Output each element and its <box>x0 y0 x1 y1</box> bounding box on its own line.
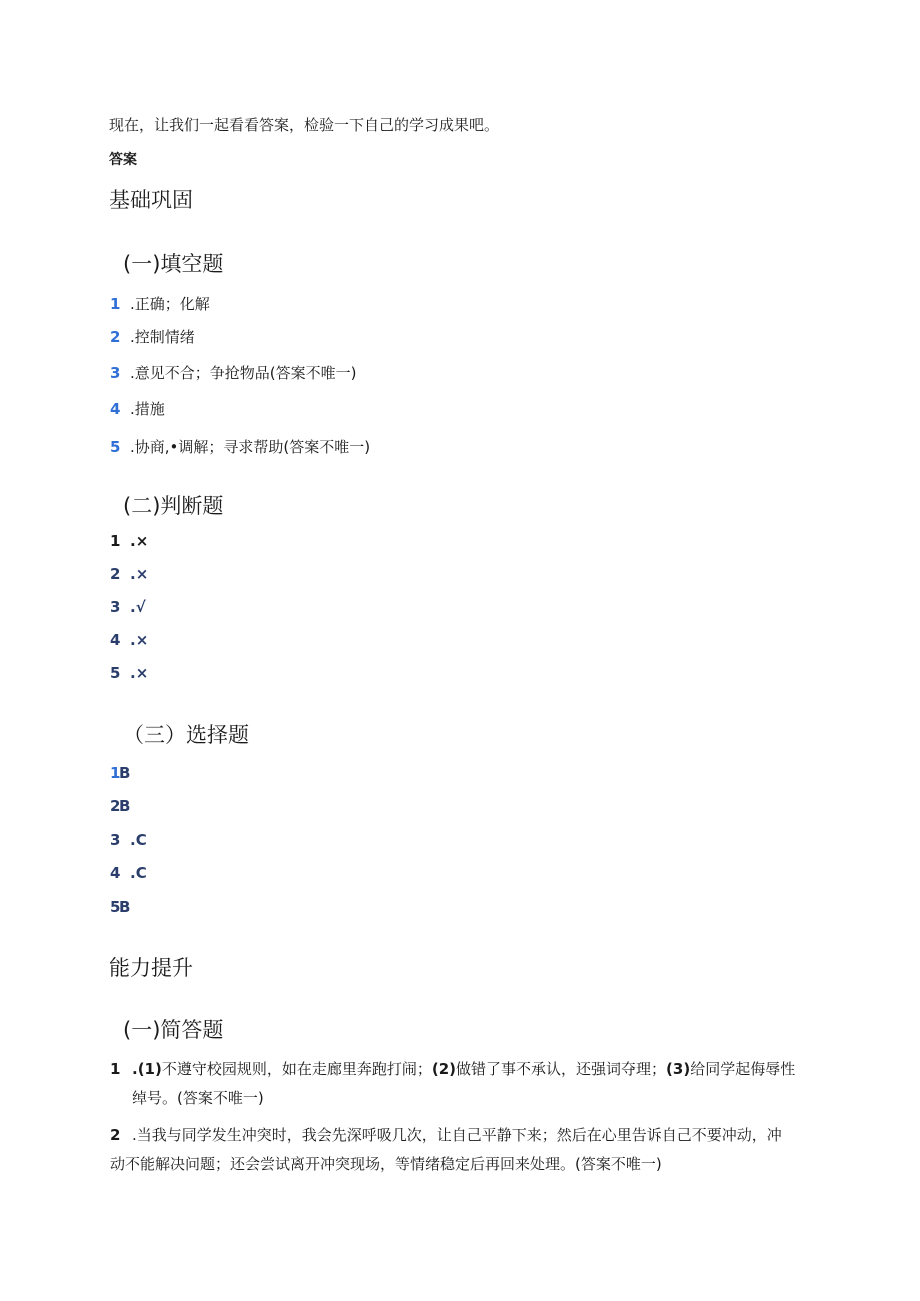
choice-item <box>110 797 130 815</box>
short-answer-title: (一)简答题 <box>123 1018 224 1042</box>
intro-text: 现在，让我们一起看看答案，检验一下自己的学习成果吧。 <box>109 116 500 134</box>
choice-answer: B <box>119 797 131 815</box>
judge-item <box>110 565 148 583</box>
judge-answer: .× <box>130 565 149 583</box>
item-number: 1 <box>110 1060 121 1078</box>
answer-part-marker: (3) <box>666 1060 691 1078</box>
choice-answer: .C <box>130 864 147 882</box>
section-basic-title: 基础巩固 <box>109 188 193 212</box>
short-answer-item <box>110 1055 810 1113</box>
fill-item <box>110 293 210 314</box>
answer-part-text: 做错了事不承认，还强词夺理； <box>456 1060 667 1078</box>
answer-part-marker: (2) <box>431 1060 457 1078</box>
judge-answer: .× <box>130 532 149 550</box>
judge-answer: .√ <box>130 598 146 616</box>
item-number: 2 <box>110 565 121 583</box>
item-number: 4 <box>110 864 121 882</box>
multiple-choice-title: （三）选择题 <box>123 723 249 747</box>
fill-item <box>110 362 356 383</box>
fill-item <box>110 326 195 347</box>
choice-answer: B <box>119 898 131 916</box>
item-number: 3 <box>110 364 121 382</box>
fill-answer: .意见不合；争抢物品(答案不唯一) <box>130 364 357 382</box>
short-answer-line <box>110 1055 810 1084</box>
answer-part-marker: .(1) <box>132 1060 162 1078</box>
item-number: 3 <box>110 598 121 616</box>
item-number: 5 <box>110 898 121 916</box>
item-number: 1 <box>110 532 121 550</box>
item-number: 3 <box>110 831 121 849</box>
item-number: 5 <box>110 664 121 682</box>
judge-item <box>110 631 148 649</box>
item-number: 2 <box>110 1126 121 1144</box>
item-number: 1 <box>110 764 121 782</box>
fill-answer: .措施 <box>130 400 165 418</box>
item-number: 1 <box>110 295 121 313</box>
answer-title: 答案 <box>109 152 137 168</box>
short-answer-line <box>110 1121 810 1150</box>
fill-answer: .协商,•调解；寻求帮助(答案不唯一) <box>130 438 371 456</box>
fill-item <box>110 436 370 457</box>
answer-part-text: 给同学起侮辱性 <box>690 1060 796 1078</box>
fill-item <box>110 398 165 419</box>
short-answer-line: 绰号。(答案不唯一) <box>132 1089 264 1107</box>
fill-blank-title: (一)填空题 <box>123 252 224 276</box>
judge-item <box>110 532 148 550</box>
judge-item <box>110 598 146 616</box>
item-number: 4 <box>110 631 121 649</box>
choice-answer: B <box>119 764 131 782</box>
choice-item <box>110 864 147 882</box>
judge-answer: .× <box>130 631 149 649</box>
judge-answer: .× <box>130 664 149 682</box>
item-number: 5 <box>110 438 121 456</box>
short-answer-line: 动不能解决问题；还会尝试离开冲突现场，等情绪稳定后再回来处理。(答案不唯一) <box>110 1155 662 1173</box>
item-number: 4 <box>110 400 121 418</box>
choice-item <box>110 898 130 916</box>
item-number: 2 <box>110 797 121 815</box>
fill-answer: .控制情绪 <box>130 328 195 346</box>
choice-item <box>110 764 130 782</box>
item-number: 2 <box>110 328 121 346</box>
choice-answer: .C <box>130 831 147 849</box>
section-advanced-title: 能力提升 <box>109 956 193 980</box>
choice-item <box>110 831 147 849</box>
short-answer-item <box>110 1121 810 1179</box>
true-false-title: (二)判断题 <box>123 494 224 518</box>
fill-answer: .正确；化解 <box>130 295 210 313</box>
short-answer-text: .当我与同学发生冲突时，我会先深呼吸几次，让自己平静下来；然后在心里告诉自己不要冲动，冲 <box>132 1126 782 1144</box>
judge-item <box>110 664 148 682</box>
answer-part-text: 不遵守校园规则，如在走廊里奔跑打闹； <box>161 1060 432 1078</box>
